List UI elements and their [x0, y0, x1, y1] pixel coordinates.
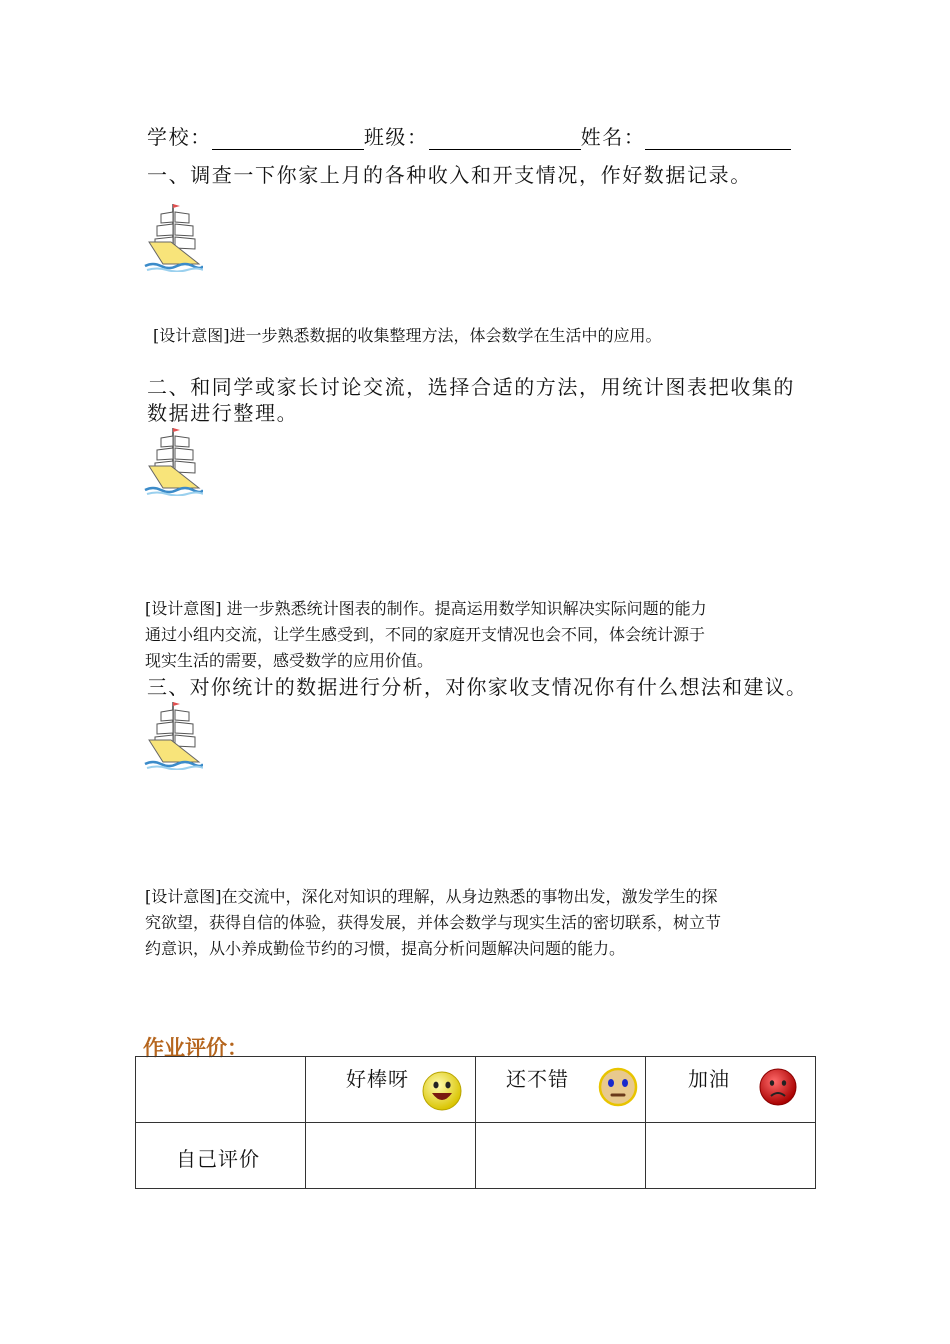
- school-label: 学校：: [147, 125, 212, 149]
- design-note-2-line2: 通过小组内交流，让学生感受到，不同的家庭开支情况也会不同，体会统计源于: [145, 625, 706, 644]
- table-header-row: [136, 1057, 816, 1123]
- design-note-3-line3: 约意识，从小养成勤俭节约的习惯，提高分析问题解决问题的能力。: [145, 939, 626, 958]
- name-field[interactable]: [645, 127, 791, 150]
- student-info-line: [147, 124, 791, 150]
- self-evaluation-good-cell[interactable]: [476, 1123, 646, 1189]
- design-note-2-line3: 现实生活的需要，感受数学的应用价值。: [145, 651, 434, 670]
- header-cell-great: [306, 1057, 476, 1123]
- self-evaluation-great-cell[interactable]: [306, 1123, 476, 1189]
- question-1: 一、调查一下你家上月的各种收入和开支情况，作好数据记录。: [147, 163, 752, 187]
- sailboat-icon: [143, 426, 203, 496]
- design-note-3-line1: [设计意图]在交流中，深化对知识的理解，从身边熟悉的事物出发，激发学生的探: [145, 887, 718, 906]
- table-corner-cell: [136, 1057, 306, 1123]
- school-field[interactable]: [212, 127, 364, 150]
- self-evaluation-keep-going-cell[interactable]: [646, 1123, 816, 1189]
- header-great-label: 好棒呀: [346, 1067, 409, 1091]
- sailboat-icon: [143, 700, 203, 770]
- table-row: [136, 1123, 816, 1189]
- header-good-label: 还不错: [506, 1067, 569, 1091]
- header-cell-good: [476, 1057, 646, 1123]
- self-evaluation-label: 自己评价: [176, 1147, 260, 1171]
- question-3: 三、对你统计的数据进行分析，对你家收支情况你有什么想法和建议。: [147, 675, 808, 699]
- class-label: 班级：: [363, 125, 429, 149]
- sailboat-icon: [143, 202, 203, 272]
- class-field[interactable]: [429, 127, 581, 150]
- design-note-3-line2: 究欲望，获得自信的体验，获得发展，并体会数学与现实生活的密切联系，树立节: [145, 913, 722, 932]
- question-2-line2: 数据进行整理。: [147, 401, 299, 425]
- self-evaluation-label-cell: [136, 1123, 306, 1189]
- header-keep-going-label: 加油: [688, 1067, 730, 1091]
- happy-face-icon: [422, 1071, 462, 1111]
- header-cell-keep-going: [646, 1057, 816, 1123]
- name-label: 姓名：: [580, 125, 646, 149]
- evaluation-title: 作业评价：: [143, 1035, 248, 1060]
- design-note-1: [设计意图]进一步熟悉数据的收集整理方法，体会数学在生活中的应用。: [153, 326, 662, 345]
- design-note-2-line1: [设计意图] 进一步熟悉统计图表的制作。提高运用数学知识解决实际问题的能力: [145, 599, 707, 618]
- sad-face-icon: [758, 1067, 798, 1107]
- question-2-line1: 二、和同学或家长讨论交流，选择合适的方法，用统计图表把收集的: [147, 375, 795, 399]
- evaluation-table: [135, 1056, 816, 1189]
- neutral-face-icon: [598, 1067, 638, 1107]
